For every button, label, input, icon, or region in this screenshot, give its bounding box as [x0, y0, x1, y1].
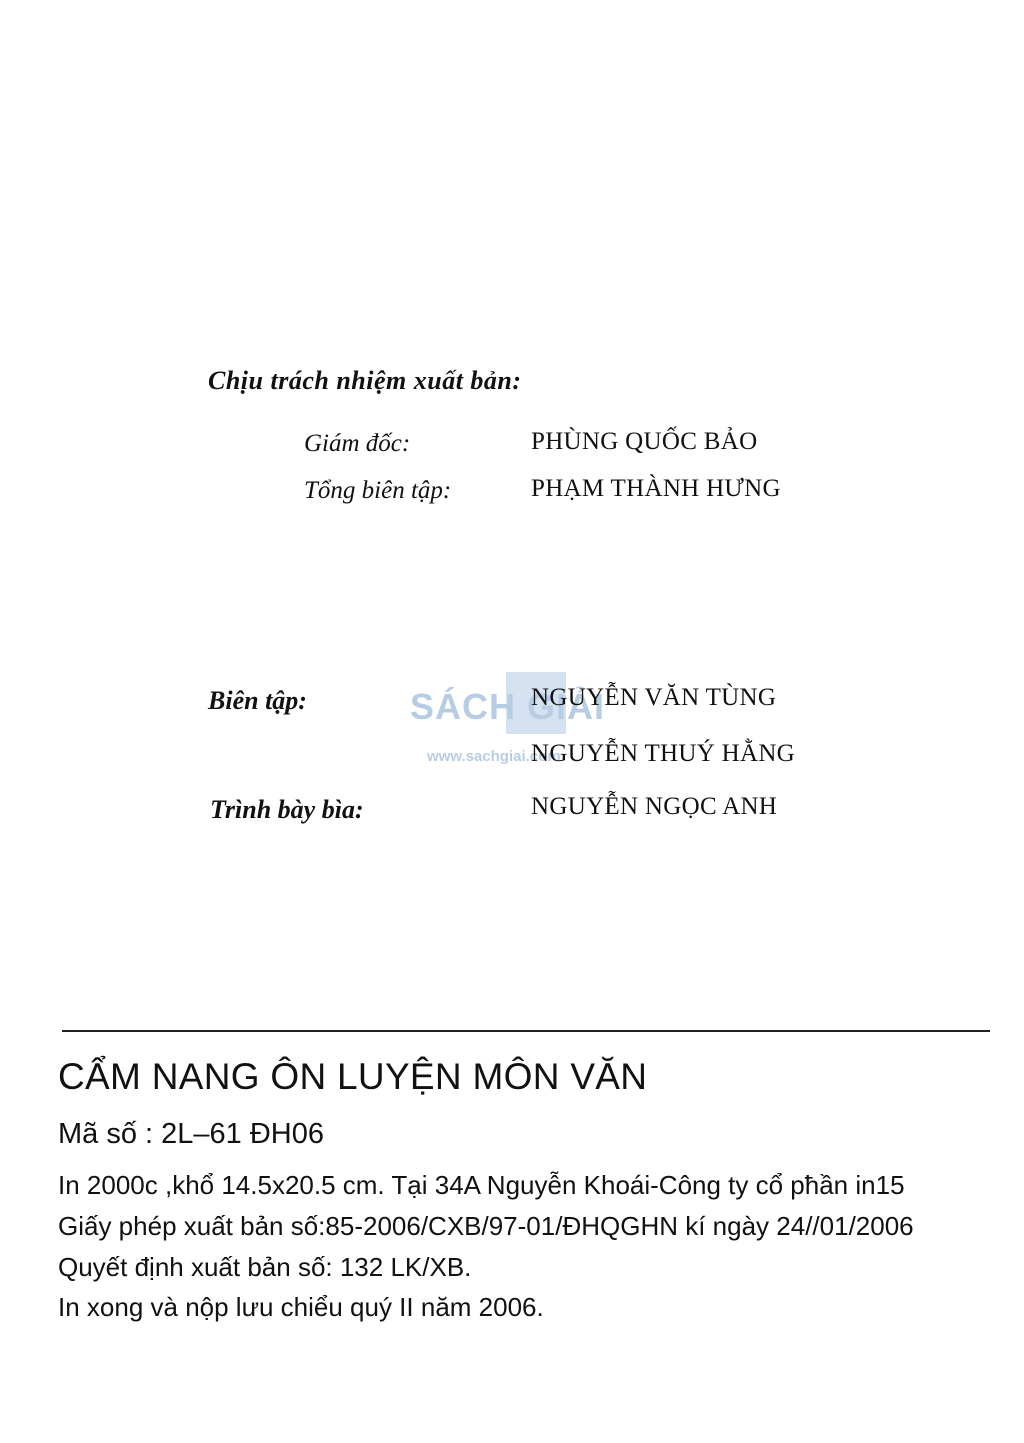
decision-info: Quyết định xuất bản số: 132 LK/XB.	[58, 1252, 472, 1282]
director-name: PHÙNG QUỐC BẢO	[531, 428, 758, 455]
responsibility-heading: Chịu trách nhiệm xuất bản:	[208, 366, 522, 395]
editor-label: Biên tập:	[208, 686, 307, 715]
editor-name-1: NGUYỄN VĂN TÙNG	[531, 684, 777, 711]
editor-name-2: NGUYỄN THUÝ HẰNG	[531, 740, 796, 767]
cover-designer-name: NGUYỄN NGỌC ANH	[531, 793, 778, 820]
colophon-divider	[62, 1030, 990, 1032]
book-title: CẨM NANG ÔN LUYỆN MÔN VĂN	[58, 1056, 648, 1097]
watermark-url: www.sachgiai.com	[427, 748, 561, 765]
chief-editor-label: Tổng biên tập:	[304, 477, 452, 504]
director-label: Giám đốc:	[304, 430, 411, 457]
license-info: Giấy phép xuất bản số:85-2006/CXB/97-01/ĐHQGHN kí ngày 24//01/2006	[58, 1211, 914, 1241]
watermark-brand: SÁCH GIẢI	[410, 686, 606, 727]
cover-designer-label: Trình bày bìa:	[210, 795, 364, 824]
book-code: Mã số : 2L–61 ĐH06	[58, 1118, 324, 1150]
chief-editor-name: PHẠM THÀNH HƯNG	[531, 475, 781, 502]
print-info: In 2000c ,khổ 14.5x20.5 cm. Tại 34A Nguyễn Khoái-Công ty cổ pħần in15	[58, 1170, 905, 1200]
completion-info: In xong và nộp lưu chiểu quý II năm 2006.	[58, 1292, 544, 1322]
